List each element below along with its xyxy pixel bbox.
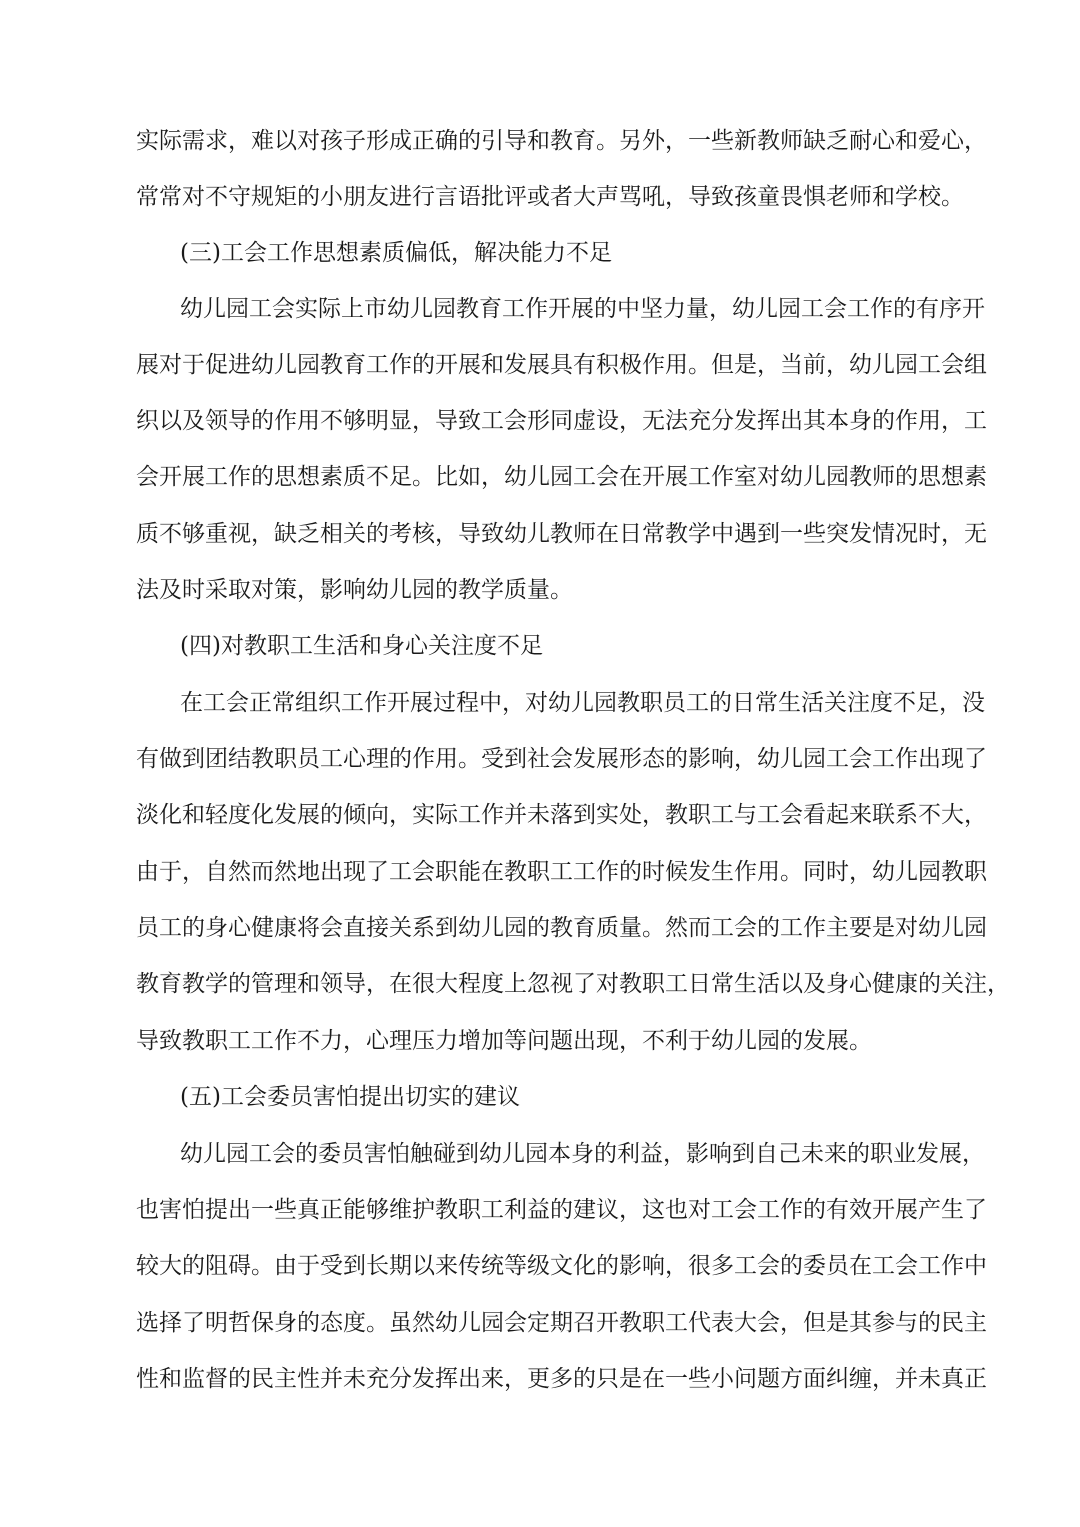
text-line-20: 也害怕提出一些真正能够维护教职工利益的建议，这也对工会工作的有效开展产生了 (136, 1197, 987, 1223)
text-line-5: 展对于促进幼儿园教育工作的开展和发展具有积极作用。但是，当前，幼儿园工会组 (136, 352, 987, 378)
section-heading-5: (五)工会委员害怕提出切实的建议 (180, 1084, 520, 1110)
text-line-6: 织以及领导的作用不够明显，导致工会形同虚设，无法充分发挥出其本身的作用，工 (136, 408, 987, 434)
text-line-1: 实际需求，难以对孩子形成正确的引导和教育。另外，一些新教师缺乏耐心和爱心， (136, 128, 987, 154)
text-line-17: 导致教职工工作不力，心理压力增加等问题出现，不利于幼儿园的发展。 (136, 1028, 872, 1054)
text-line-16: 教育教学的管理和领导，在很大程度上忽视了对教职工日常生活以及身心健康的关注， (136, 971, 1010, 997)
section-heading-4: (四)对教职工生活和身心关注度不足 (180, 633, 543, 659)
text-line-12: 有做到团结教职员工心理的作用。受到社会发展形态的影响，幼儿园工会工作出现了 (136, 746, 987, 772)
text-line-4: 幼儿园工会实际上市幼儿园教育工作开展的中坚力量，幼儿园工会工作的有序开 (180, 296, 985, 322)
text-line-11: 在工会正常组织工作开展过程中，对幼儿园教职员工的日常生活关注度不足，没 (180, 690, 985, 716)
text-line-22: 选择了明哲保身的态度。虽然幼儿园会定期召开教职工代表大会，但是其参与的民主 (136, 1310, 987, 1336)
text-line-9: 法及时采取对策，影响幼儿园的教学质量。 (136, 577, 573, 603)
text-line-19: 幼儿园工会的委员害怕触碰到幼儿园本身的利益，影响到自己未来的职业发展， (180, 1141, 985, 1167)
text-line-14: 由于，自然而然地出现了工会职能在教职工工作的时候发生作用。同时，幼儿园教职 (136, 859, 987, 885)
text-line-13: 淡化和轻度化发展的倾向，实际工作并未落到实处，教职工与工会看起来联系不大， (136, 802, 987, 828)
text-line-7: 会开展工作的思想素质不足。比如，幼儿园工会在开展工作室对幼儿园教师的思想素 (136, 464, 987, 490)
section-heading-3: (三)工会工作思想素质偏低，解决能力不足 (180, 240, 612, 266)
text-line-23: 性和监督的民主性并未充分发挥出来，更多的只是在一些小问题方面纠缠，并未真正 (136, 1366, 987, 1392)
text-line-2: 常常对不守规矩的小朋友进行言语批评或者大声骂吼，导致孩童畏惧老师和学校。 (136, 184, 964, 210)
text-line-15: 员工的身心健康将会直接关系到幼儿园的教育质量。然而工会的工作主要是对幼儿园 (136, 915, 987, 941)
text-line-21: 较大的阻碍。由于受到长期以来传统等级文化的影响，很多工会的委员在工会工作中 (136, 1253, 987, 1279)
text-line-8: 质不够重视，缺乏相关的考核，导致幼儿教师在日常教学中遇到一些突发情况时，无 (136, 521, 987, 547)
